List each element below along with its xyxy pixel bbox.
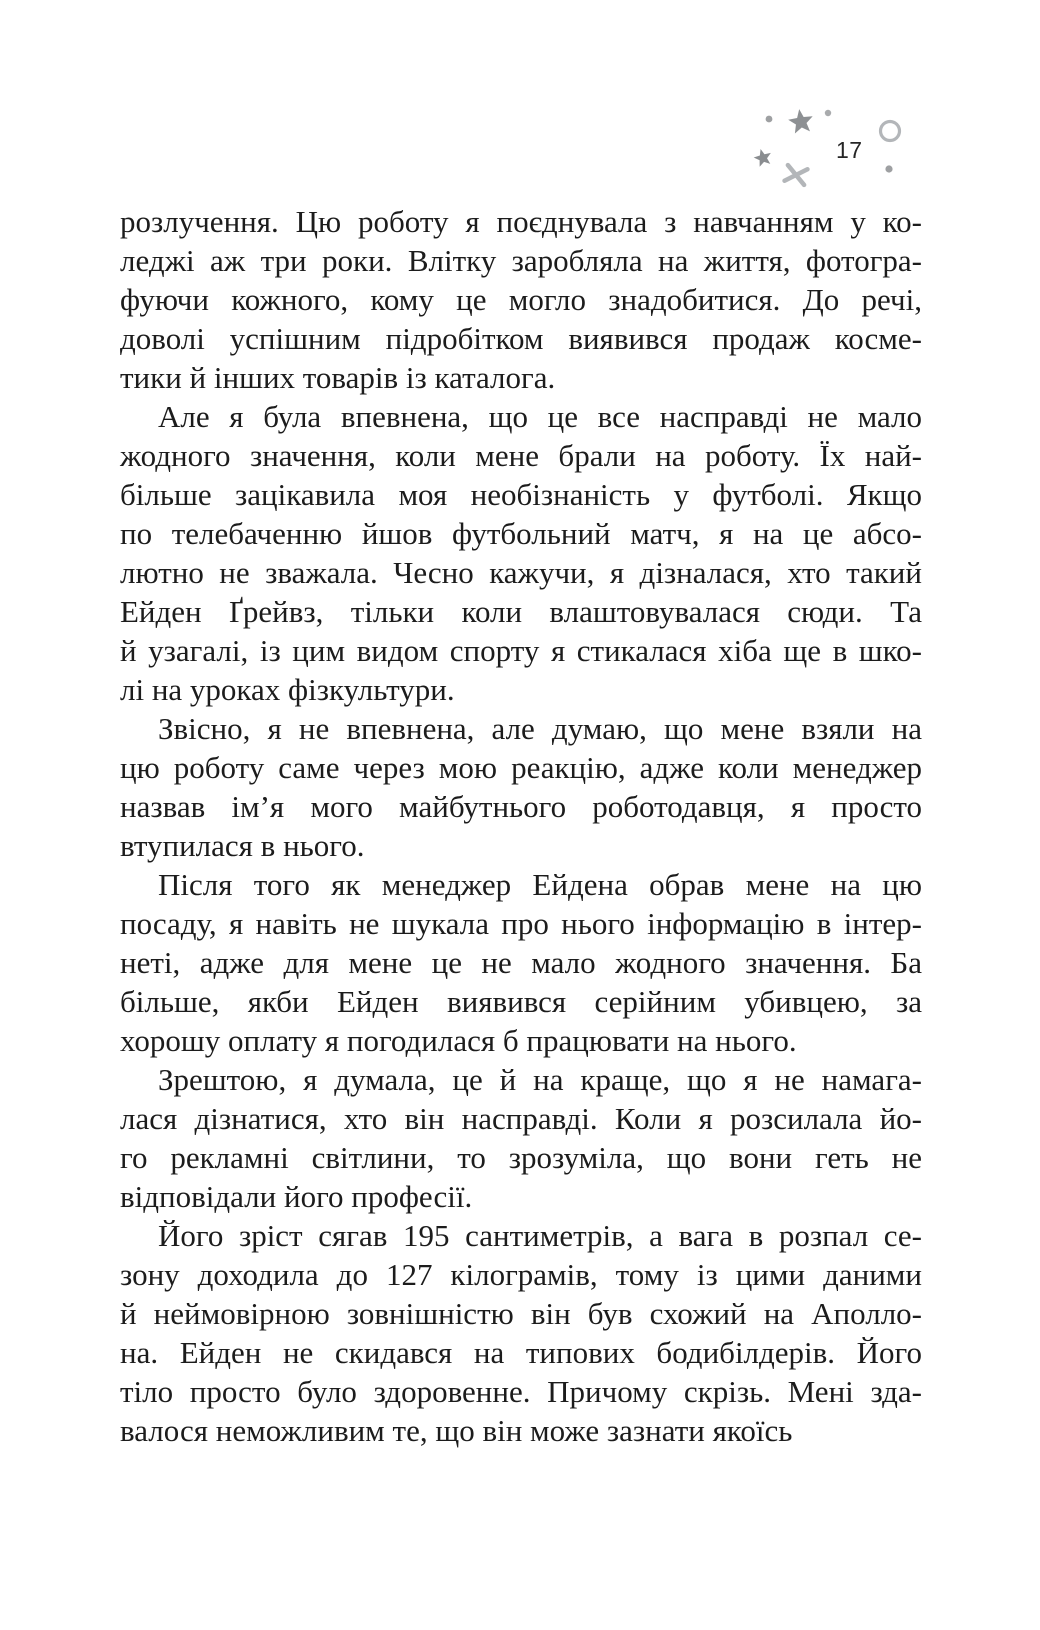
text-line: Після того як менеджер Ейдена обрав мене на цю <box>158 867 922 902</box>
paragraph <box>120 865 922 1060</box>
text-line: лютно не зважала. Чесно кажучи, я дізналася, хто такий <box>120 555 922 590</box>
star-icon <box>752 147 774 168</box>
dot-icon <box>766 116 773 123</box>
star-icon <box>787 107 815 134</box>
text-line: Його зріст сягав 195 сантиметрів, а вага в розпал се- <box>158 1218 922 1253</box>
header-decoration <box>740 95 920 195</box>
text-line: лася дізнатися, хто він насправді. Коли я розсилала йо- <box>120 1101 922 1136</box>
text-line: хорошу оплату я погодилася б працювати на нього. <box>120 1023 797 1058</box>
page-text <box>120 202 922 1450</box>
paragraph <box>120 397 922 709</box>
text-line: й узагалі, із цим видом спорту я стикалася хіба ще в шко- <box>120 633 922 668</box>
text-line: Ейден Ґрейвз, тільки коли влаштовувалася сюди. Та <box>120 594 922 629</box>
text-line: більше, якби Ейден виявився серійним убивцею, за <box>120 984 922 1019</box>
circle-icon <box>881 122 900 141</box>
text-line: тіло просто було здоровенне. Причому скрізь. Мені зда- <box>120 1374 922 1409</box>
text-line: на. Ейден не скидався на типових бодибілдерів. Його <box>120 1335 922 1370</box>
text-line: лі на уроках фізкультури. <box>120 672 455 707</box>
text-line: фуючи кожного, кому це могло знадобитися. До речі, <box>120 282 922 317</box>
text-line: й неймовірною зовнішністю він був схожий на Аполло- <box>120 1296 922 1331</box>
text-line: доволі успішним підробітком виявився продаж косме- <box>120 321 922 356</box>
text-line: більше зацікавила моя необізнаність у футболі. Якщо <box>120 477 922 512</box>
text-line: Але я була впевнена, що це все насправді не мало <box>158 399 922 434</box>
text-line: жодного значення, коли мене брали на роботу. Їх най- <box>120 438 922 473</box>
text-line: розлучення. Цю роботу я поєднувала з навчанням у ко- <box>120 204 922 239</box>
text-line: назвав ім’я мого майбутнього роботодавця, я просто <box>120 789 922 824</box>
text-line: втупилася в нього. <box>120 828 365 863</box>
text-line: цю роботу саме через мою реакцію, адже коли менеджер <box>120 750 922 785</box>
page-number: 17 <box>836 137 863 163</box>
text-line: валося неможливим те, що він може зазнати якоїсь <box>120 1413 793 1448</box>
paragraph <box>120 202 922 397</box>
text-line: по телебаченню йшов футбольний матч, я на це абсо- <box>120 516 922 551</box>
paragraph <box>120 1060 922 1216</box>
text-line: Зрештою, я думала, це й на краще, що я не намага- <box>158 1062 922 1097</box>
text-line: тики й інших товарів із каталога. <box>120 360 556 395</box>
text-line: зону доходила до 127 кілограмів, тому із цими даними <box>120 1257 922 1292</box>
text-line: Звісно, я не впевнена, але думаю, що мене взяли на <box>158 711 922 746</box>
text-line: неті, адже для мене це не мало жодного значення. Ба <box>120 945 922 980</box>
text-line: леджі аж три роки. Влітку заробляла на життя, фотогра- <box>120 243 922 278</box>
text-line: посаду, я навіть не шукала про нього інформацію в інтер- <box>120 906 922 941</box>
dot-icon <box>825 110 831 116</box>
paragraph <box>120 709 922 865</box>
dot-icon <box>885 165 892 172</box>
text-line: го рекламні світлини, то зрозуміла, що вони геть не <box>120 1140 922 1175</box>
paragraph <box>120 1216 922 1450</box>
text-line: відповідали його професії. <box>120 1179 473 1214</box>
cross-icon <box>785 165 808 185</box>
